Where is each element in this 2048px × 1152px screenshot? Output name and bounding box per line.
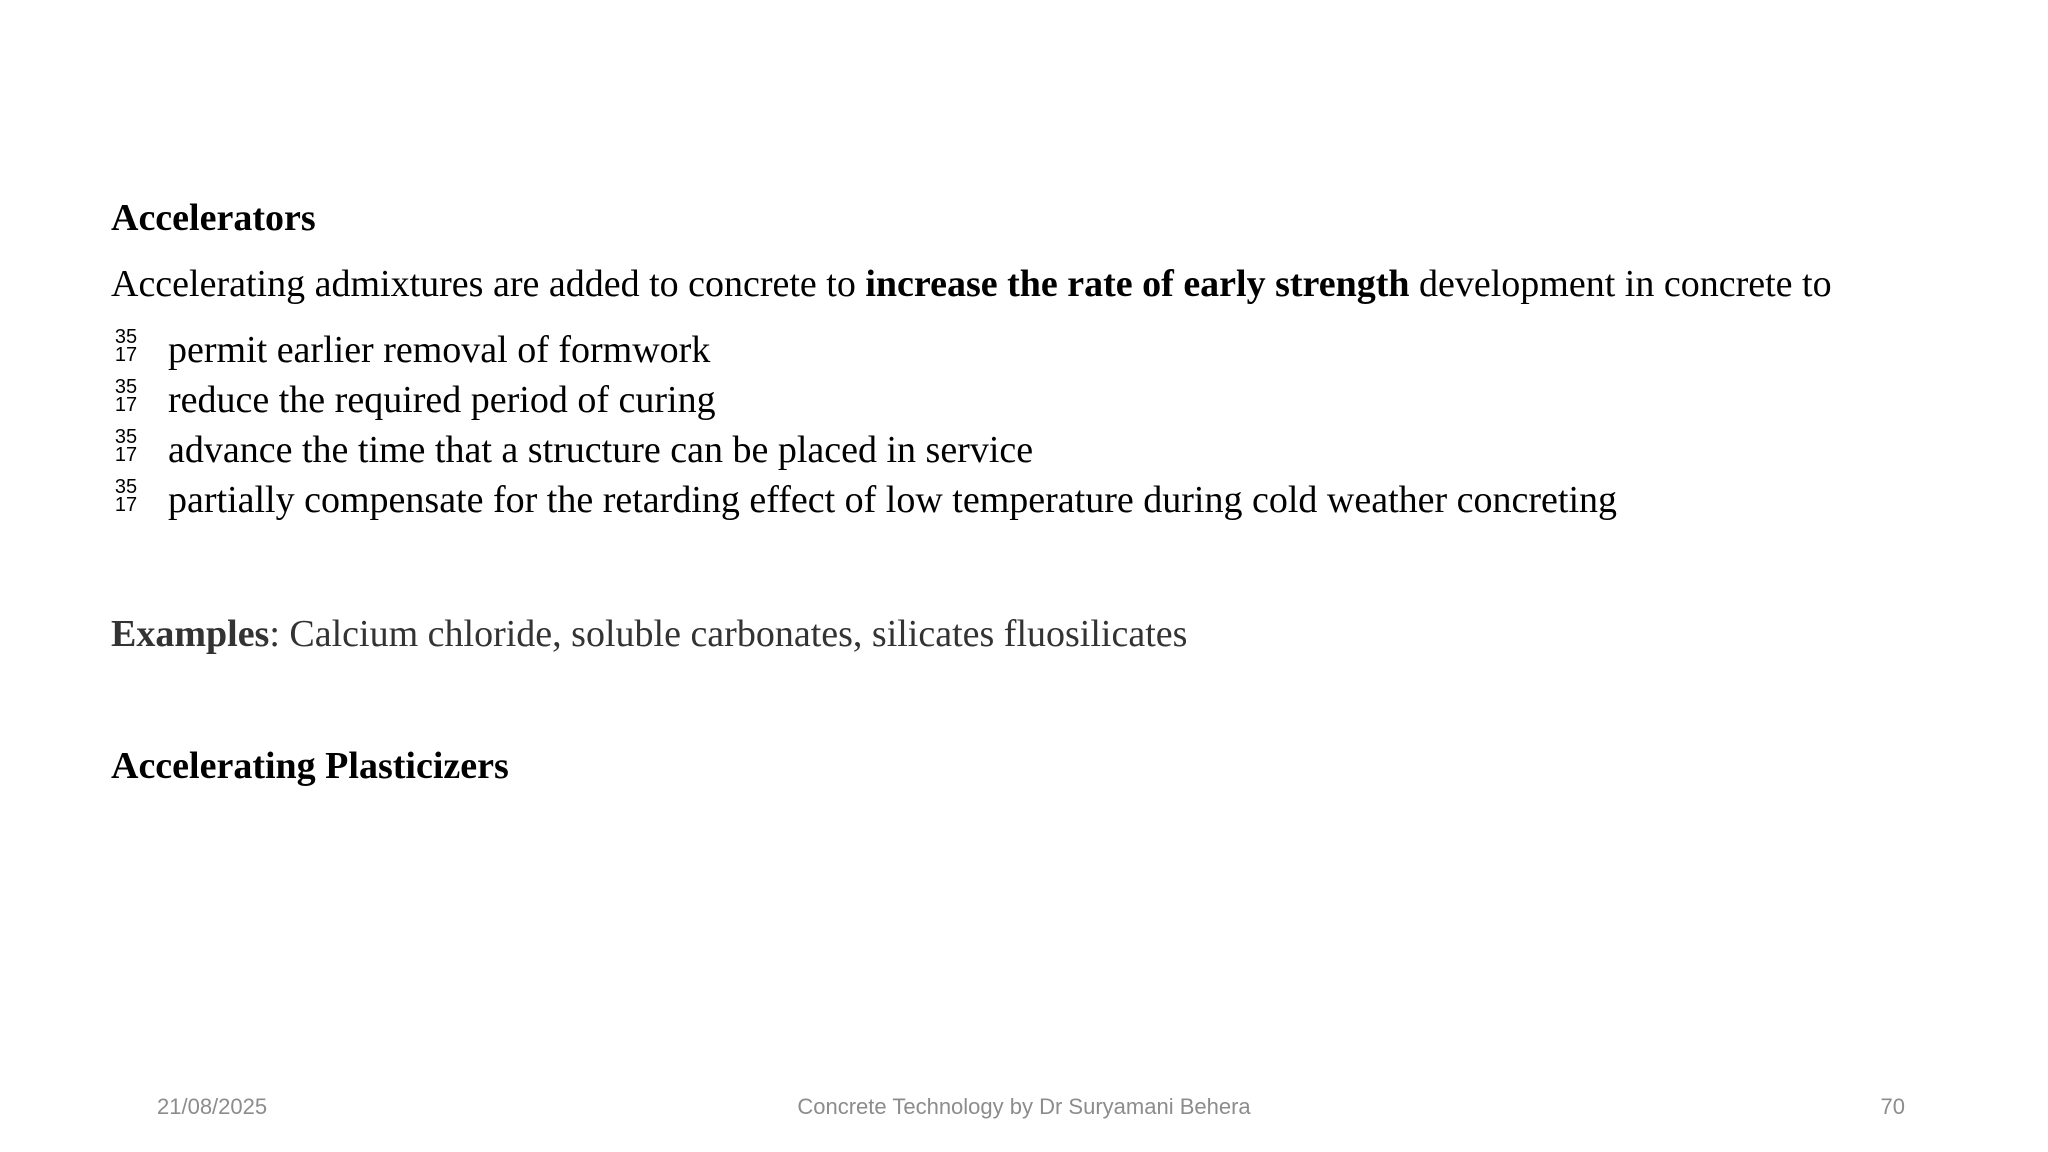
bullet-marker-icon: 35 17 bbox=[114, 426, 138, 466]
bullet-text: permit earlier removal of formwork bbox=[168, 329, 711, 371]
footer-title: Concrete Technology by Dr Suryamani Behera bbox=[797, 1094, 1251, 1119]
examples-text: : Calcium chloride, soluble carbonates, silicates fluosilicates bbox=[269, 613, 1188, 655]
intro-paragraph bbox=[111, 262, 1832, 306]
bullet-text: partially compensate for the retarding effect of low temperature during cold weather concreting bbox=[168, 479, 1618, 521]
bullet-text: reduce the required period of curing bbox=[168, 379, 716, 421]
intro-text-after: development in concrete to bbox=[1409, 263, 1832, 305]
bullet-text: advance the time that a structure can be placed in service bbox=[168, 429, 1034, 471]
intro-text-before: Accelerating admixtures are added to concrete to bbox=[111, 263, 866, 305]
examples-label: Examples bbox=[111, 613, 270, 655]
bullet-marker-icon: 35 17 bbox=[114, 476, 138, 516]
subsection-heading: Accelerating Plasticizers bbox=[111, 745, 509, 787]
footer-page-number: 70 bbox=[1880, 1094, 1905, 1119]
intro-text-bold: increase the rate of early strength bbox=[865, 263, 1410, 305]
examples-line bbox=[111, 612, 1187, 656]
footer-date: 21/08/2025 bbox=[157, 1094, 268, 1119]
bullet-marker-icon: 35 17 bbox=[114, 326, 138, 366]
bullet-marker-icon: 35 17 bbox=[114, 376, 138, 416]
section-heading: Accelerators bbox=[111, 197, 316, 239]
